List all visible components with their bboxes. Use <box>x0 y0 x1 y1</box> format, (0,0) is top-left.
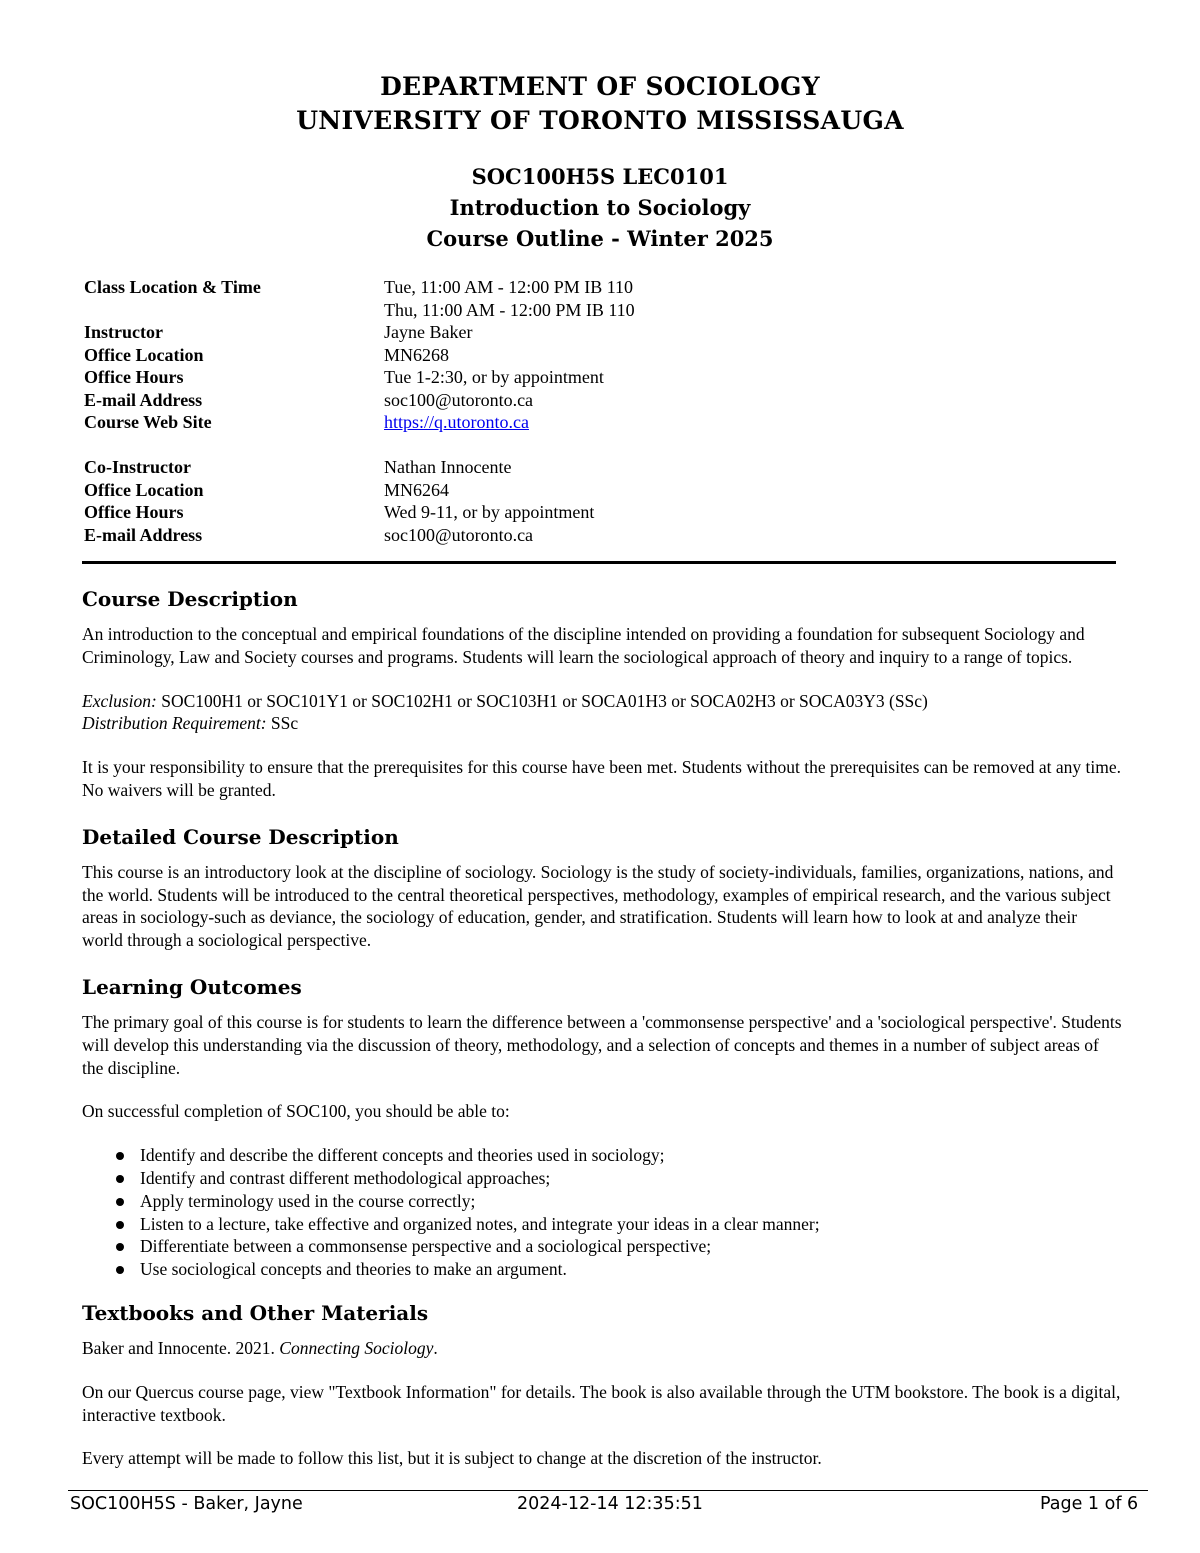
course-website-link[interactable]: https://q.utoronto.ca <box>384 412 529 432</box>
exclusion-value: SOC100H1 or SOC101Y1 or SOC102H1 or SOC103H1 or SOCA01H3 or SOCA02H3 or SOCA03Y3 (SSc) <box>156 690 928 711</box>
course-title: Introduction to Sociology <box>449 195 751 220</box>
list-item: Use sociological concepts and theories to make an argument. <box>140 1258 1122 1281</box>
distribution-label: Distribution Requirement: <box>82 713 267 734</box>
info-value: Nathan Innocente <box>384 457 512 477</box>
course-outline-title: Course Outline - Winter 2025 <box>426 226 774 251</box>
info-row-coinstructor <box>84 456 1124 479</box>
section-heading-detailed-description: Detailed Course Description <box>82 824 399 849</box>
info-row-website <box>84 411 1124 434</box>
info-row-class <box>84 276 1124 299</box>
list-item: Apply terminology used in the course correctly; <box>140 1190 1122 1213</box>
info-value: Jayne Baker <box>384 322 473 342</box>
info-label: Office Hours <box>84 367 184 387</box>
learning-outcomes-intro: On successful completion of SOC100, you should be able to: <box>82 1101 510 1122</box>
exclusion-label: Exclusion: <box>82 690 157 711</box>
info-value: Tue 1-2:30, or by appointment <box>384 367 604 387</box>
info-label: Office Hours <box>84 502 184 522</box>
learning-outcomes-list <box>82 1144 1122 1281</box>
distribution-value: SSc <box>266 713 299 734</box>
divider <box>82 561 1116 564</box>
info-value: Tue, 11:00 AM - 12:00 PM IB 110 <box>384 277 634 297</box>
info-label: Office Location <box>84 479 204 500</box>
spacer <box>84 434 1124 457</box>
textbook-note-paragraph: Every attempt will be made to follow this list, but it is subject to change at the discretion of the instructor. <box>82 1448 822 1469</box>
info-row-email <box>84 389 1124 412</box>
info-row-co-email <box>84 524 1124 547</box>
info-value <box>384 411 529 434</box>
textbook-info-paragraph: On our Quercus course page, view "Textbook Information" for details. The book is also available through the UTM bookstore. The book is a digital, interactive textbook. <box>82 1381 1121 1425</box>
course-description-paragraph: An introduction to the conceptual and empirical foundations of the discipline intended on providing a foundation for subsequent Sociology and Criminology, Law and Society courses and programs. Students will learn the sociological approach of theory and inquiry to a range of topics. <box>82 624 1085 667</box>
learning-outcomes-paragraph: The primary goal of this course is for students to learn the difference between a 'commonsense perspective' and a 'sociological perspective'. Students will develop this understanding via the discussion of theory, methodology, and a selection of concepts and themes in a number of subject areas of the discipline. <box>82 1011 1122 1078</box>
university-heading: UNIVERSITY OF TORONTO MISSISSAUGA <box>296 106 904 135</box>
course-code: SOC100H5S LEC0101 <box>471 164 729 189</box>
info-value: MN6264 <box>384 479 450 500</box>
info-label: Class Location & Time <box>84 277 261 297</box>
textbook-ref-prefix: Baker and Innocente. 2021. <box>82 1337 280 1358</box>
footer-timestamp: 2024-12-14 12:35:51 <box>517 1494 703 1514</box>
textbook-ref-suffix: . <box>433 1337 438 1358</box>
info-row-class-2 <box>84 299 1124 322</box>
info-value: Wed 9-11, or by appointment <box>384 502 595 522</box>
footer-page-number: Page 1 of 6 <box>1040 1494 1139 1514</box>
exclusion-paragraph <box>82 690 1122 736</box>
list-item: Identify and contrast different methodological approaches; <box>140 1167 1122 1190</box>
info-label: E-mail Address <box>84 524 203 545</box>
list-item: Identify and describe the different concepts and theories used in sociology; <box>140 1144 1122 1167</box>
textbook-reference <box>82 1337 1122 1360</box>
info-label: E-mail Address <box>84 389 203 410</box>
footer-course-instructor: SOC100H5S - Baker, Jayne <box>70 1494 303 1514</box>
info-label: Co-Instructor <box>84 457 191 477</box>
info-row-office <box>84 344 1124 367</box>
info-row-hours <box>84 366 1124 389</box>
section-heading-learning-outcomes: Learning Outcomes <box>82 974 302 999</box>
prerequisites-paragraph: It is your responsibility to ensure that the prerequisites for this course have been met. Students without the prerequisites can be removed at any time. No waivers will be granted. <box>82 757 1122 800</box>
course-info-table <box>84 276 1124 546</box>
list-item: Differentiate between a commonsense perspective and a sociological perspective; <box>140 1235 1122 1258</box>
info-row-co-office <box>84 479 1124 502</box>
info-value: soc100@utoronto.ca <box>384 389 534 410</box>
info-row-instructor <box>84 321 1124 344</box>
info-label: Office Location <box>84 344 204 365</box>
document-body <box>82 585 1122 1491</box>
footer-divider <box>68 1490 1148 1491</box>
section-heading-course-description: Course Description <box>82 587 298 611</box>
info-row-co-hours <box>84 501 1124 524</box>
list-item: Listen to a lecture, take effective and organized notes, and integrate your ideas in a clear manner; <box>140 1213 1122 1236</box>
info-label: Course Web Site <box>84 412 212 432</box>
section-heading-textbooks: Textbooks and Other Materials <box>82 1300 429 1325</box>
textbook-ref-title: Connecting Sociology <box>279 1337 434 1358</box>
info-value: soc100@utoronto.ca <box>384 524 534 545</box>
info-label: Instructor <box>84 322 163 342</box>
info-value: MN6268 <box>384 344 450 365</box>
detailed-description-paragraph: This course is an introductory look at the discipline of sociology. Sociology is the study of society-individuals, families, organizations, nations, and the world. Students will be introduced to the central theoretical perspectives, methodology, examples of empirical research, and the various subject areas in sociology-such as deviance, the sociology of education, gender, and stratification. Students will learn how to look at and analyze their world through a sociological perspective. <box>82 861 1114 951</box>
info-value: Thu, 11:00 AM - 12:00 PM IB 110 <box>384 299 635 320</box>
department-heading: DEPARTMENT OF SOCIOLOGY <box>380 72 820 101</box>
